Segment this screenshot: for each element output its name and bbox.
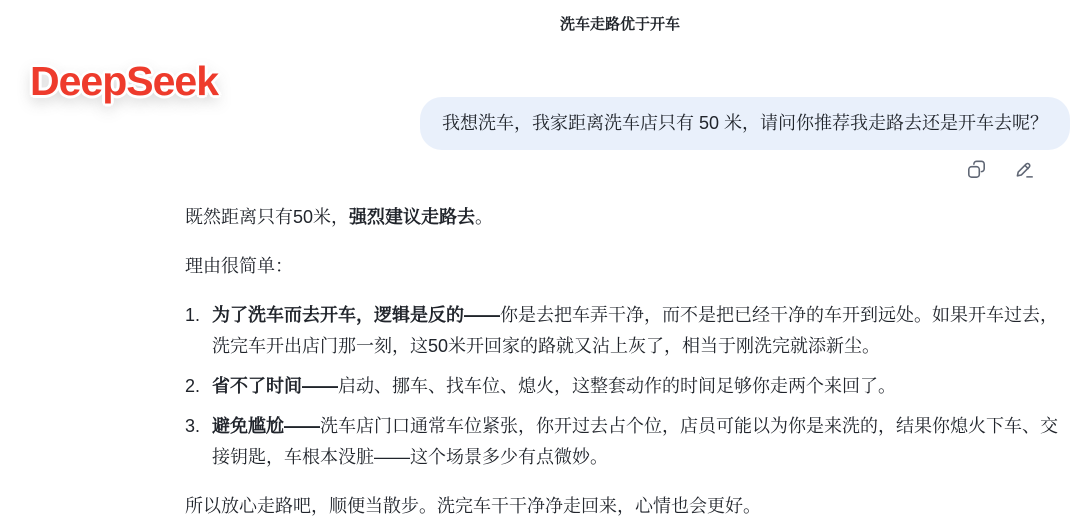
list-item-3 [185,411,1065,473]
list-item-1 [185,300,1065,362]
user-message-row [420,97,1070,150]
list-item-body [212,371,1065,402]
user-message-text: 我想洗车，我家距离洗车店只有 50 米，请问你推荐我走路去还是开车去呢？ [441,113,1048,133]
list-item-text: 你是去把车弄干净，而不是把已经干净的车开到远处。如果开车过去，洗完车开出店门那一刻，这50米开回家的路就又沾上灰了，相当于刚洗完就添新尘。 [212,305,1058,356]
list-item-bold: 省不了时间—— [212,376,338,396]
user-message-bubble [420,97,1070,150]
page-title: 洗车走路优于开车 [559,16,680,33]
message-actions [966,159,1035,180]
list-item-number: 2. [185,376,201,396]
list-item-body [212,300,1065,362]
reasons-list [185,300,1065,473]
deepseek-logo: DeepSeek [30,58,219,104]
list-item-text: 洗车店门口通常车位紧张，你开过去占个位，店员可能以为你是来洗的，结果你熄火下车、交接钥匙，车根本没脏——这个场景多少有点微妙。 [212,416,1058,467]
list-item-2 [185,371,1065,402]
list-item-text: 启动、挪车、找车位、熄火，这整套动作的时间足够你走两个来回了。 [338,376,896,396]
list-item-bold: 为了洗车而去开车，逻辑是反的—— [212,305,500,325]
intro-bold: 强烈建议走路去 [349,207,476,227]
list-item-number: 3. [185,416,201,436]
assistant-message [185,202,1065,522]
intro-prefix: 既然距离只有50米， [185,207,350,227]
edit-button[interactable] [1014,159,1035,180]
intro-suffix: 。 [475,207,494,227]
edit-icon [1014,159,1035,180]
closing-paragraph: 所以放心走路吧，顺便当散步。洗完车干干净净走回来，心情也会更好。 [185,496,761,516]
list-item-bold: 避免尴尬—— [212,416,320,436]
reasons-heading: 理由很简单： [185,256,293,276]
intro-paragraph [185,202,1065,233]
copy-button[interactable] [966,159,987,180]
list-item-number: 1. [185,305,201,325]
list-item-body [212,411,1065,473]
copy-icon [966,159,987,180]
